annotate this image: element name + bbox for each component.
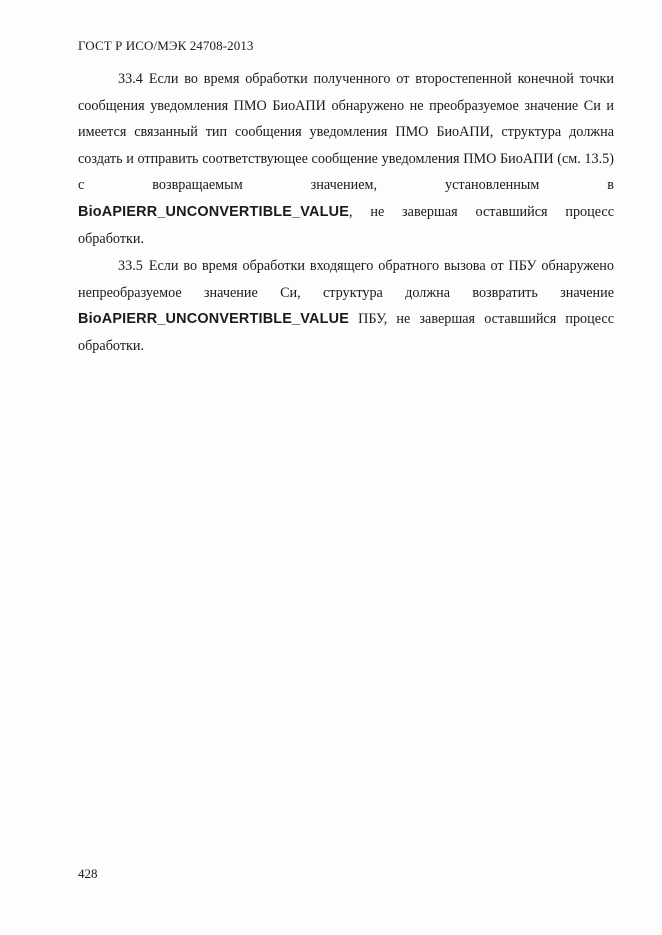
document-header: ГОСТ Р ИСО/МЭК 24708-2013 xyxy=(78,38,254,53)
paragraph-text: Если во время обработки полученного от второстепенной конечной точки сообщения уведомления ПМО БиоАПИ обнаружено не преобразуемое значение Си и имеется связанный тип сообщения уведомления ПМО БиоАПИ, структура должна создать и отправить соответствующее сообщение уведомления ПМО БиоАПИ (см. 13.5) с возвращаемым значением, установленным в xyxy=(78,71,614,194)
section-number: 33.4 xyxy=(118,71,143,87)
paragraph-text-end: , не завершая оставшийся процесс обработки. xyxy=(78,203,614,247)
paragraph-text: Если во время обработки входящего обратного вызова от ПБУ обнаружено непреобразуемое значение Си, структура должна возвратить значение xyxy=(78,258,614,301)
paragraph-33-5 xyxy=(78,253,614,359)
page-number: 428 xyxy=(78,866,98,881)
paragraph-33-4 xyxy=(78,66,614,252)
section-number: 33.5 xyxy=(118,258,143,275)
error-code: BioAPIERR_UNCONVERTIBLE_VALUE xyxy=(78,311,349,328)
document-body xyxy=(78,66,614,361)
error-code: BioAPIERR_UNCONVERTIBLE_VALUE xyxy=(78,203,349,220)
paragraph-text-end: ПБУ, не завершая оставшийся процесс обработки. xyxy=(78,311,614,354)
